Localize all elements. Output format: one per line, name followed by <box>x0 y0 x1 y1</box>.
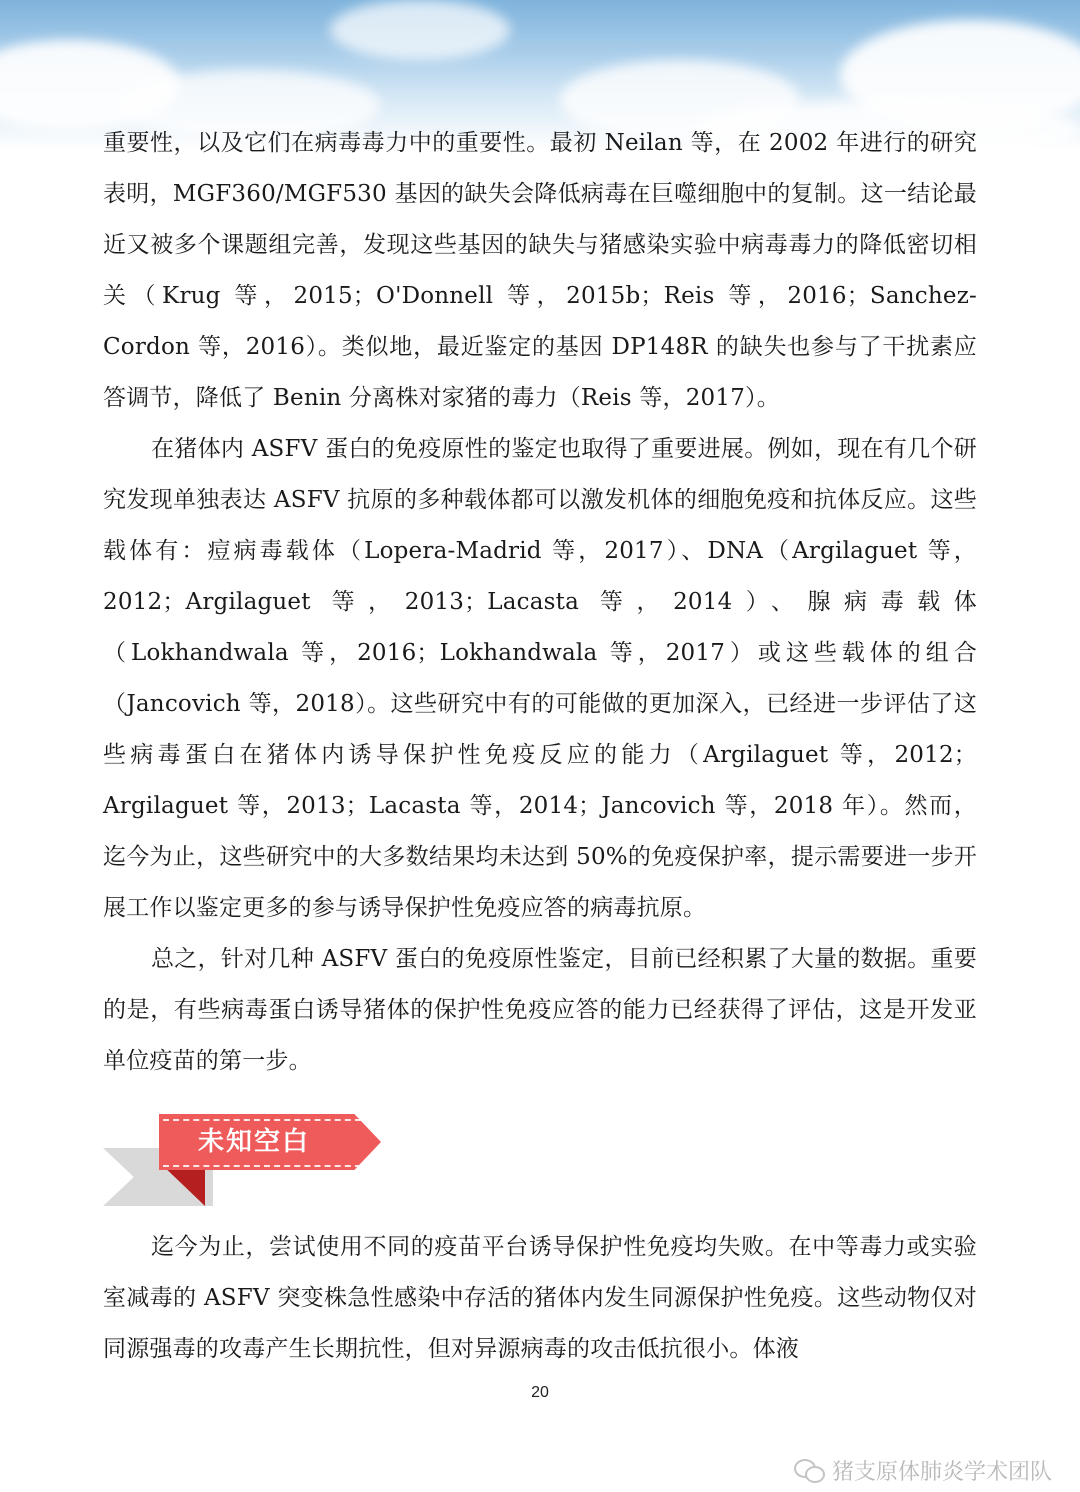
paragraph: 总之，针对几种 ASFV 蛋白的免疫原性鉴定，目前已经积累了大量的数据。重要的是，有些病毒蛋白诱导猪体的保护性免疫应答的能力已经获得了评估，这是开发亚单位疫苗的第一步。 <box>103 946 977 1074</box>
paragraph: 迄今为止，尝试使用不同的疫苗平台诱导保护性免疫均失败。在中等毒力或实验室减毒的 ASFV 突变株急性感染中存活的猪体内发生同源保护性免疫。这些动物仅对同源强毒的攻毒产生长期抗性，但对异源病毒的攻击低抗很小。体液 <box>103 1234 977 1362</box>
watermark-text: 猪支原体肺炎学术团队 <box>831 1460 1052 1485</box>
paragraph: 重要性，以及它们在病毒毒力中的重要性。最初 Neilan 等，在 2002 年进行的研究表明，MGF360/MGF530 基因的缺失会降低病毒在巨噬细胞中的复制。这一结论最近又被多个课题组完善，发现这些基因的缺失与猪感染实验中病毒毒力的降低密切相关（Krug 等，2015；O'Donnell 等，2015b；Reis 等，2016；Sanchez-Cordon 等，2016）。类似地，最近鉴定的基因 DP148R 的缺失也参与了干扰素应答调节，降低了 Benin 分离株对家猪的毒力（Reis 等，2017）。 <box>103 130 977 411</box>
wechat-icon <box>794 1459 824 1483</box>
body-text-top <box>103 118 977 1087</box>
section-heading-title: 未知空白 <box>197 1127 310 1157</box>
watermark <box>794 1455 1052 1486</box>
section-heading-ribbon <box>103 1110 393 1210</box>
page-number: 20 <box>531 1384 549 1401</box>
body-text-bottom <box>103 1222 977 1375</box>
paragraph: 在猪体内 ASFV 蛋白的免疫原性的鉴定也取得了重要进展。例如，现在有几个研究发现单独表达 ASFV 抗原的多种载体都可以激发机体的细胞免疫和抗体反应。这些载体有：痘病毒载体（Lopera-Madrid 等，2017）、DNA（Argilaguet 等，2012；Argilaguet 等，2013；Lacasta 等，2014）、腺病毒载体（Lokhandwala 等，2016；Lokhandwala 等，2017）或这些载体的组合（Jancovich 等，2018）。这些研究中有的可能做的更加深入，已经进一步评估了这些病毒蛋白在猪体内诱导保护性免疫反应的能力（Argilaguet 等，2012；Argilaguet 等，2013；Lacasta 等，2014；Jancovich 等，2018 年）。然而，迄今为止，这些研究中的大多数结果均未达到 50%的免疫保护率，提示需要进一步开展工作以鉴定更多的参与诱导保护性免疫应答的病毒抗原。 <box>103 436 978 921</box>
cloud-decoration <box>330 0 510 60</box>
